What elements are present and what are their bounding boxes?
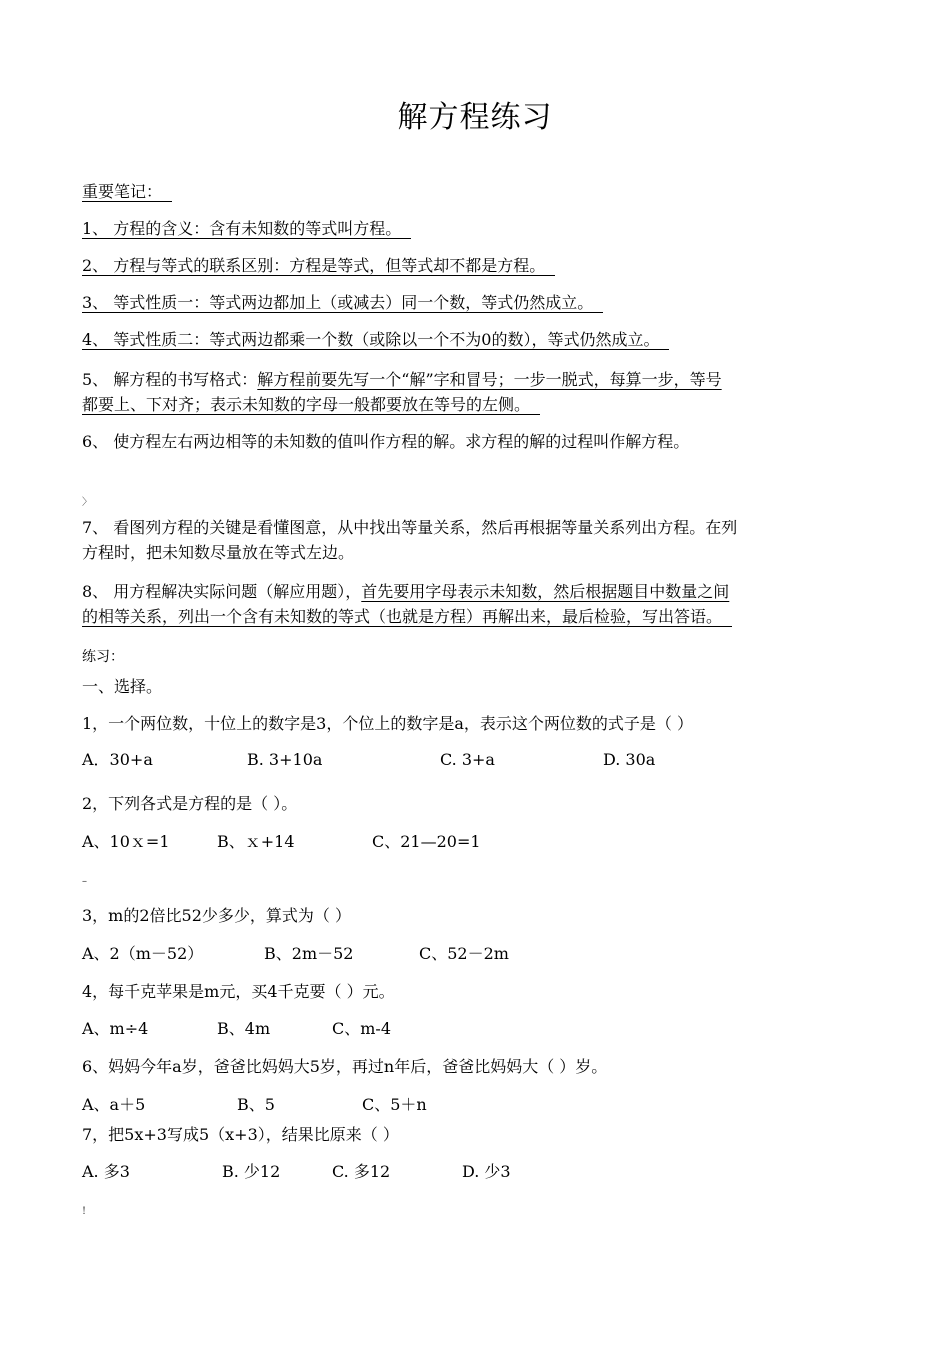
question-1-options xyxy=(82,748,655,772)
note-item-4: 4、 等式性质二：等式两边都乘一个数（或除以一个不为0的数），等式仍然成立。 xyxy=(82,328,669,352)
note-item-8-line-1: 8、 用方程解决实际问题（解应用题），首先要用字母表示未知数，然后根据题目中数量之间 xyxy=(82,582,730,601)
question-6: 6、妈妈今年a岁，爸爸比妈妈大5岁，再过n年后，爸爸比妈妈大（ ）岁。 xyxy=(82,1057,608,1076)
note-item-3: 3、 等式性质一：等式两边都加上（或减去）同一个数，等式仍然成立。 xyxy=(82,291,603,315)
note-item-7-line-2: 方程时，把未知数尽量放在等式左边。 xyxy=(82,543,355,562)
stray-mark: ! xyxy=(82,1206,87,1217)
option: C. 3+a xyxy=(440,750,495,769)
option: D. 少3 xyxy=(462,1162,511,1181)
section-choice-heading: 一、选择。 xyxy=(82,677,163,696)
note-item-8-line-2: 的相等关系，列出一个含有未知数的等式（也就是方程）再解出来，最后检验，写出答语。 xyxy=(82,605,732,629)
option: C、5＋n xyxy=(362,1095,427,1114)
option: B、5 xyxy=(237,1095,275,1114)
option: A、a＋5 xyxy=(82,1095,146,1114)
option: B、2m－52 xyxy=(264,944,354,963)
practice-heading: 练习： xyxy=(82,649,124,665)
question-7: 7，把5x+3写成5（x+3），结果比原来（ ） xyxy=(82,1125,399,1144)
note-item-5-line-2: 都要上、下对齐；表示未知数的字母一般都要放在等号的左侧。 xyxy=(82,393,540,417)
question-2: 2，下列各式是方程的是（ ）。 xyxy=(82,794,298,813)
option: B、4m xyxy=(217,1019,271,1038)
note-item-6: 6、 使方程左右两边相等的未知数的值叫作方程的解。求方程的解的过程叫作解方程。 xyxy=(82,432,690,451)
question-6-options xyxy=(82,1093,427,1117)
option: B、ｘ+14 xyxy=(217,832,295,851)
note-item-1: 1、 方程的含义：含有未知数的等式叫方程。 xyxy=(82,217,411,241)
option: A、10ｘ=1 xyxy=(82,832,170,851)
option: C、m-4 xyxy=(332,1019,392,1038)
question-4-options xyxy=(82,1017,391,1041)
option: A、m÷4 xyxy=(82,1019,149,1038)
question-3: 3，m的2倍比52少多少，算式为（ ） xyxy=(82,906,351,925)
option: B. 少12 xyxy=(222,1162,281,1181)
question-2-options xyxy=(82,830,481,854)
option: B. 3+10a xyxy=(247,750,323,769)
option: D. 30a xyxy=(603,750,656,769)
option: C、52－2m xyxy=(419,944,509,963)
note-item-7-line-1: 7、 看图列方程的关键是看懂图意，从中找出等量关系，然后再根据等量关系列出方程。在列 xyxy=(82,518,738,537)
question-3-options xyxy=(82,942,509,966)
question-4: 4，每千克苹果是m元，买4千克要（ ）元。 xyxy=(82,982,395,1001)
option: C. 多12 xyxy=(332,1162,391,1181)
option: A. 多3 xyxy=(82,1162,130,1181)
question-1: 1，一个两位数，十位上的数字是3，个位上的数字是a，表示这个两位数的式子是（ ） xyxy=(82,714,693,733)
question-7-options xyxy=(82,1160,511,1184)
stray-mark: – xyxy=(82,876,87,887)
option: A．30+a xyxy=(82,750,153,769)
option: C、21—20=1 xyxy=(372,832,481,851)
stray-mark: 〉 xyxy=(82,497,92,508)
notes-heading: 重要笔记： xyxy=(82,180,172,204)
note-item-5-line-1: 5、 解方程的书写格式：解方程前要先写一个“解”字和冒号；一步一脱式，每算一步，等号 xyxy=(82,370,722,389)
option: A、2（m－52） xyxy=(82,944,204,963)
note-item-2: 2、 方程与等式的联系区别：方程是等式，但等式却不都是方程。 xyxy=(82,254,555,278)
page-title: 解方程练习 xyxy=(397,100,553,135)
